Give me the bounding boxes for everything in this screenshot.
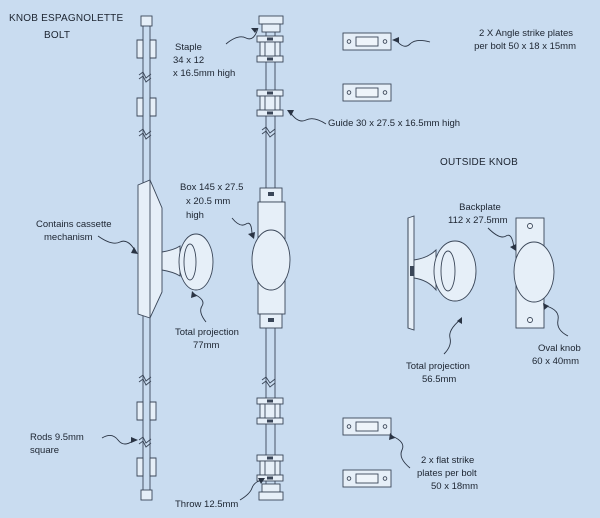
angle-strike-label-line-1: 2 X Angle strike plates (479, 28, 573, 39)
projection-left-label-line-2: 77mm (193, 340, 220, 351)
main-title-line-1: KNOB ESPAGNOLETTE (9, 13, 124, 24)
box-label-line-2: x 20.5 mm (186, 196, 231, 207)
flat-strike-label-line-1: 2 x flat strike (421, 455, 475, 466)
oval-knob-label-line-1: Oval knob (538, 343, 581, 354)
outside-knob-side (408, 216, 476, 330)
backplate-label-line-2: 112 x 27.5mm (448, 215, 508, 226)
side-view-bolt (137, 16, 213, 500)
angle-strike-plates (343, 33, 391, 101)
cassette-label-line-1: Contains cassette (36, 219, 112, 230)
projection-left-label-line-1: Total projection (175, 327, 239, 338)
backplate-label-line-1: Backplate (459, 202, 501, 213)
outside-knob-front (514, 218, 554, 328)
front-view-bolt (252, 16, 290, 500)
guide-label: Guide 30 x 27.5 x 16.5mm high (328, 118, 461, 129)
main-title-line-2: BOLT (44, 30, 71, 41)
projection-right-label-line-2: 56.5mm (422, 374, 457, 385)
throw-label: Throw 12.5mm (175, 499, 239, 510)
projection-right-label-line-1: Total projection (406, 361, 470, 372)
oval-knob-label-line-2: 60 x 40mm (532, 356, 579, 367)
box-label-line-1: Box 145 x 27.5 (180, 182, 244, 193)
flat-strike-label-line-2: plates per bolt (417, 468, 477, 479)
rods-label-line-2: square (30, 445, 60, 456)
outside-knob-title: OUTSIDE KNOB (440, 157, 518, 168)
box-label-line-3: high (186, 210, 204, 221)
rods-label-line-1: Rods 9.5mm (30, 432, 84, 443)
staple-label-line-2: 34 x 12 (173, 55, 205, 66)
cassette-label-line-2: mechanism (44, 232, 93, 243)
flat-strike-label-line-3: 50 x 18mm (431, 481, 478, 492)
staple-label-line-1: Staple (175, 42, 202, 53)
flat-strike-plates (343, 418, 391, 487)
angle-strike-label-line-2: per bolt 50 x 18 x 15mm (474, 41, 576, 52)
staple-label-line-3: x 16.5mm high (173, 68, 236, 79)
